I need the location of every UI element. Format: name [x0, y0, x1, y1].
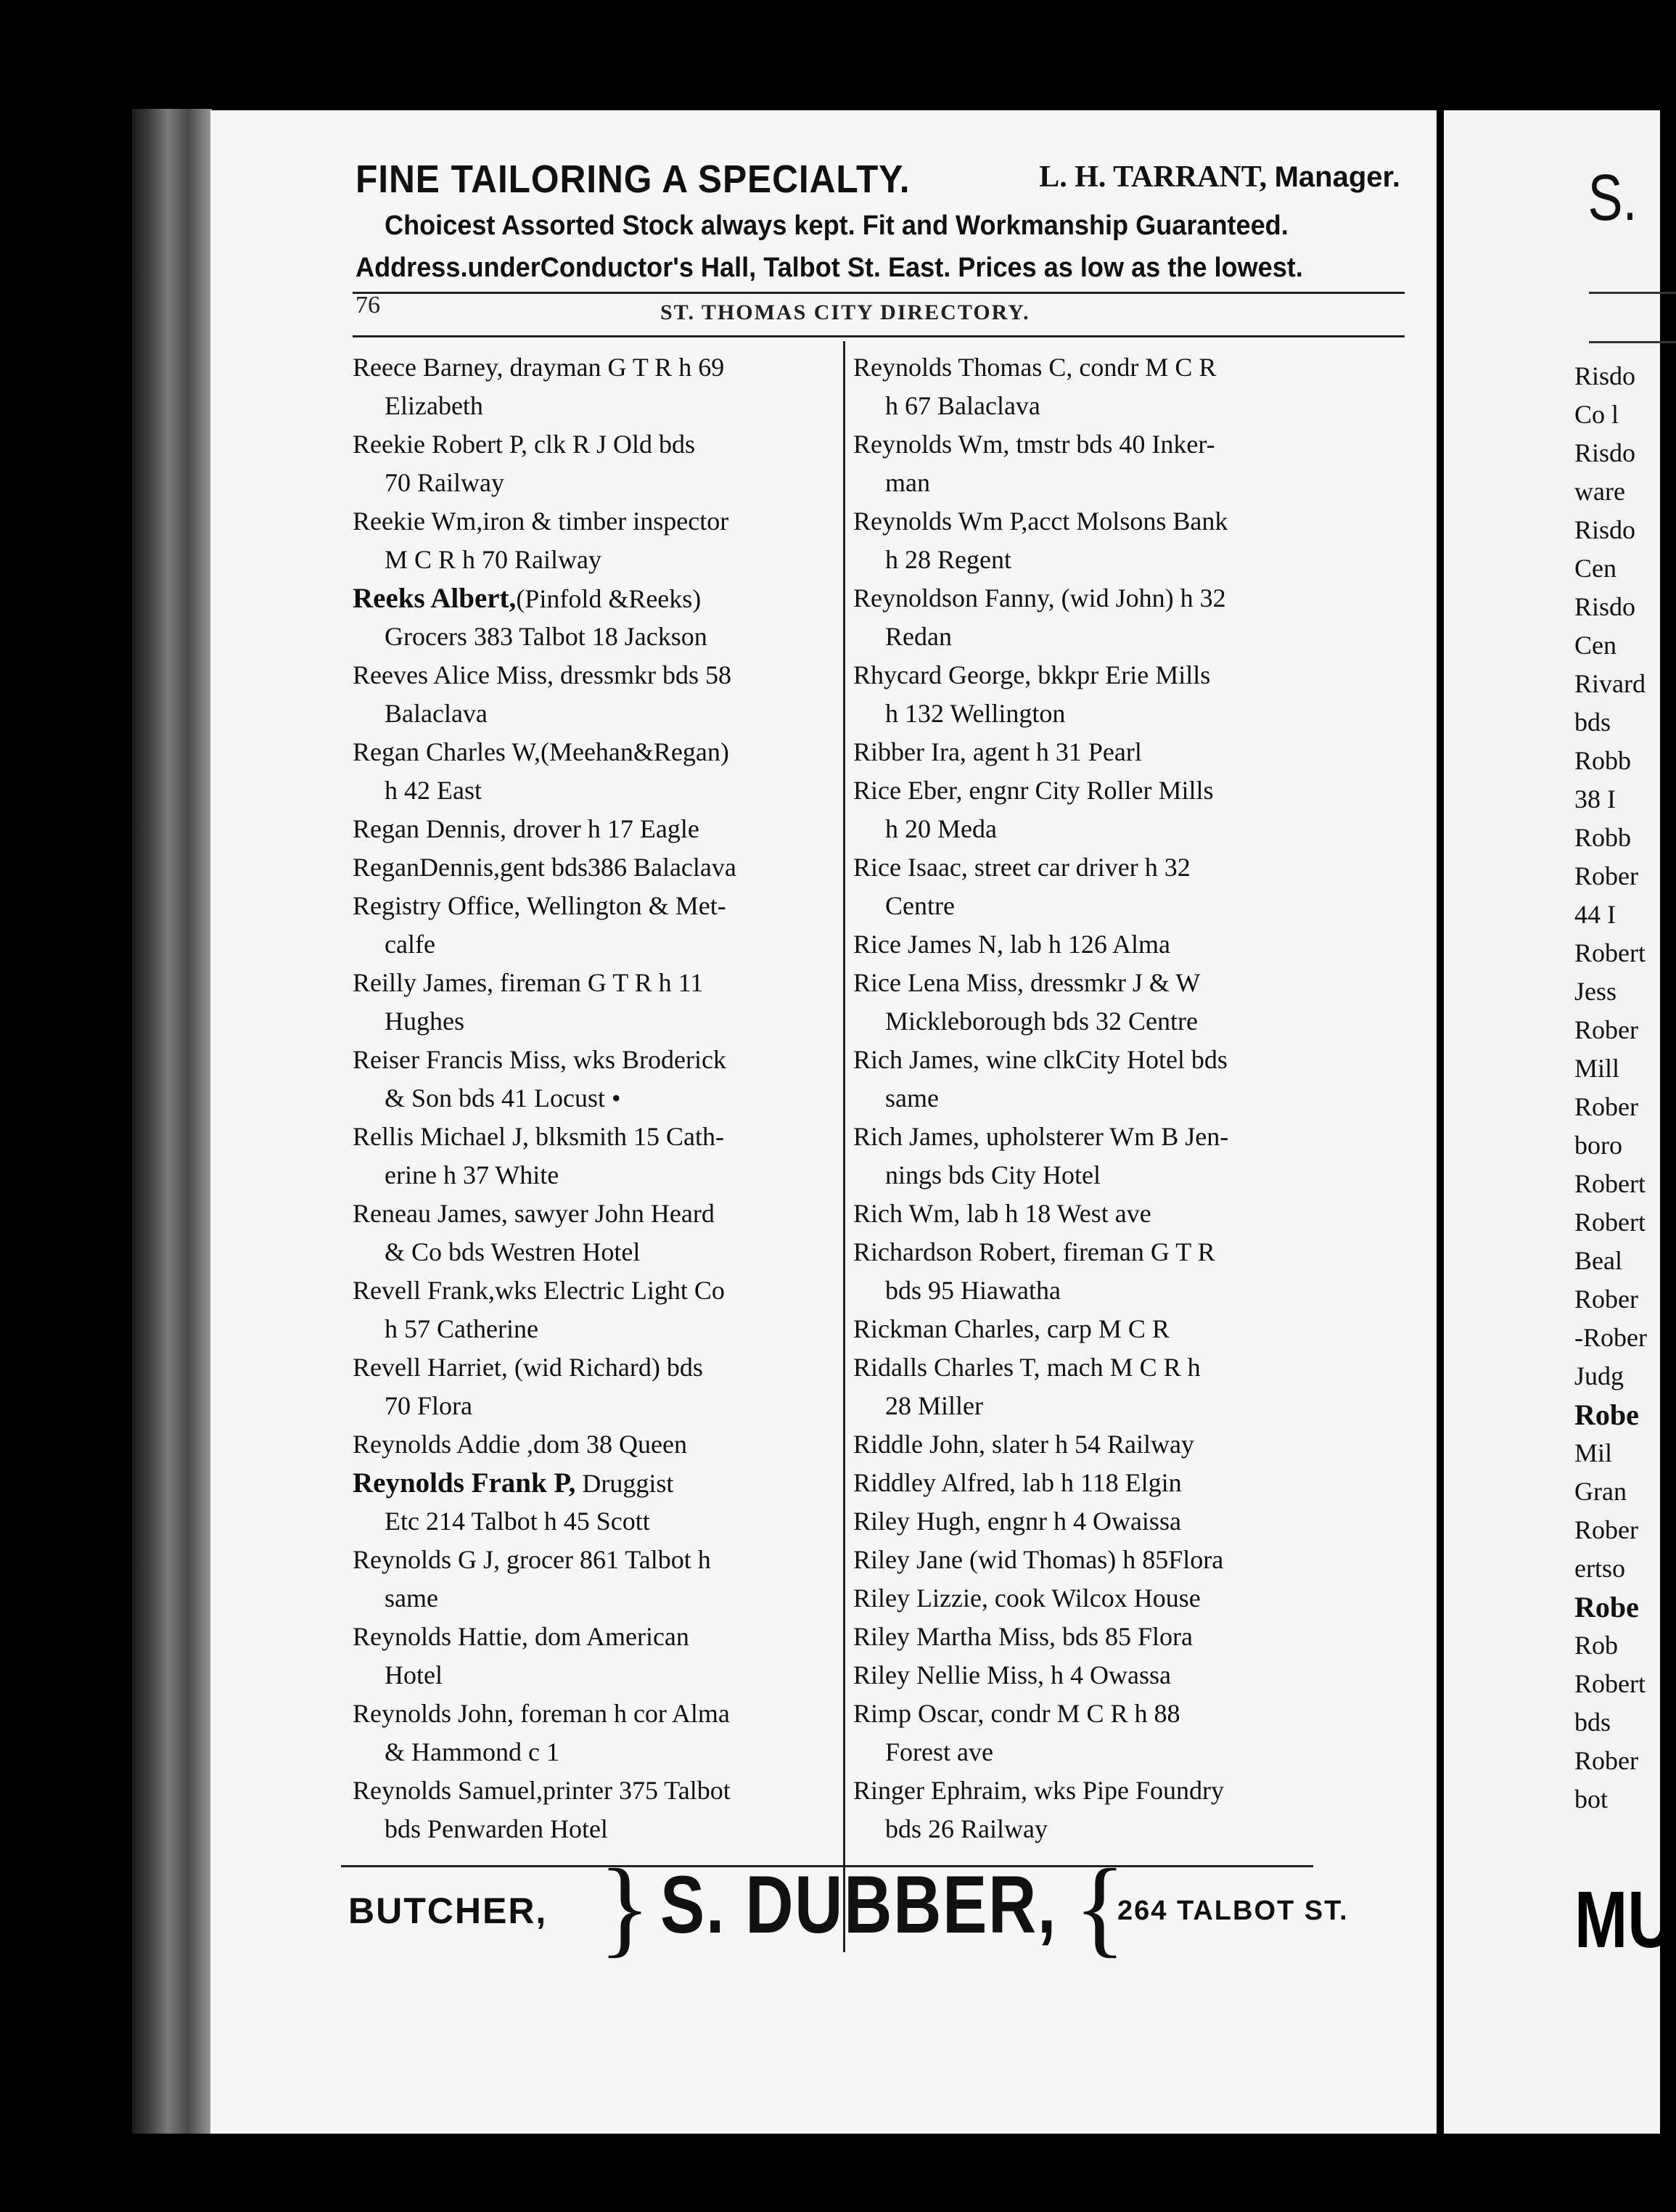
entry-first-line — [853, 579, 1390, 618]
entry-text: Rice Eber, engnr City Roller Mills — [853, 776, 1214, 805]
entry-text: same — [385, 1584, 438, 1613]
directory-entry — [853, 925, 1390, 964]
directory-entry — [353, 1464, 846, 1541]
directory-entry — [853, 1502, 1390, 1541]
entry-text: Reynolds G J, grocer 861 Talbot h — [353, 1545, 711, 1574]
entry-first-line — [353, 502, 846, 541]
entry-text: Ridalls Charles T, mach M C R h — [853, 1353, 1201, 1382]
entry-first-line — [853, 502, 1390, 541]
facing-fragment: Robe — [1574, 1591, 1639, 1623]
facing-fragment: Co l — [1574, 400, 1619, 429]
directory-entry — [853, 1464, 1390, 1502]
left-brace: } — [599, 1847, 651, 1967]
directory-entry — [353, 656, 846, 733]
facing-fragment: Rober — [1574, 1285, 1638, 1314]
header-rule-top — [353, 292, 1405, 294]
manager-name: L. H. TARRANT, — [1039, 160, 1268, 194]
entry-first-line — [353, 1348, 846, 1387]
entry-text: Revell Frank,wks Electric Light Co — [353, 1276, 725, 1305]
entry-first-line — [853, 1579, 1390, 1618]
directory-entry — [853, 848, 1390, 925]
facing-fragment: Risdo — [1574, 592, 1636, 621]
butcher-advertisement — [348, 1847, 1408, 1983]
entry-text: h 57 Catherine — [385, 1314, 538, 1343]
facing-fragment: Risdo — [1574, 515, 1636, 544]
entry-text: Richardson Robert, fireman G T R — [853, 1237, 1215, 1266]
entry-text: Reiser Francis Miss, wks Broderick — [353, 1045, 726, 1074]
entry-first-line — [353, 848, 846, 887]
entry-first-line — [353, 1541, 846, 1579]
entry-text: Reynoldson Fanny, (wid John) h 32 — [853, 583, 1226, 613]
entry-text: Riley Hugh, engnr h 4 Owaissa — [853, 1507, 1181, 1536]
entry-continuation-line — [853, 1156, 1390, 1195]
directory-entry — [353, 579, 846, 656]
facing-fragment: bds — [1574, 708, 1611, 737]
entry-first-line — [353, 1118, 846, 1156]
facing-page — [1444, 110, 1674, 2134]
directory-entry — [353, 1771, 846, 1848]
manager-title: Manager. — [1274, 161, 1400, 193]
entry-text: Forest ave — [885, 1737, 993, 1766]
facing-fragment: Gran — [1574, 1477, 1627, 1506]
entry-text: bds 26 Railway — [885, 1814, 1048, 1843]
entry-text: Regan Dennis, drover h 17 Eagle — [353, 814, 699, 843]
directory-entry — [853, 1233, 1390, 1310]
entry-first-line — [353, 1618, 846, 1656]
entry-text: Regan Charles W,(Meehan&Regan) — [353, 737, 729, 766]
entry-text: Reynolds Samuel,printer 375 Talbot — [353, 1776, 731, 1805]
facing-fragment: 44 I — [1574, 900, 1616, 929]
ad-manager — [1039, 160, 1400, 194]
entry-first-line — [853, 964, 1390, 1002]
directory-entry — [853, 1348, 1390, 1425]
entry-continuation-line — [353, 1079, 846, 1118]
entry-text: Reece Barney, drayman G T R h 69 — [353, 353, 725, 382]
entry-continuation-line — [353, 1579, 846, 1618]
entry-continuation-line — [353, 1002, 846, 1041]
entry-text: same — [885, 1084, 939, 1113]
facing-fragment: Jess — [1574, 977, 1617, 1006]
entry-text: h 42 East — [385, 776, 482, 805]
directory-entry — [853, 1771, 1390, 1848]
facing-fragment: Mill — [1574, 1054, 1620, 1083]
entry-first-line — [853, 1310, 1390, 1348]
entry-first-line — [353, 733, 846, 771]
entry-text: Reynolds Addie ,dom 38 Queen — [353, 1430, 687, 1459]
directory-entry — [853, 656, 1390, 733]
entry-text: calfe — [385, 930, 435, 959]
entry-text: Rich James, upholsterer Wm B Jen- — [853, 1122, 1229, 1151]
entry-continuation-line — [853, 1387, 1390, 1425]
facing-fragment: Robb — [1574, 823, 1632, 852]
entry-first-line — [853, 848, 1390, 887]
entry-first-line — [353, 1425, 846, 1464]
directory-entry — [353, 1618, 846, 1695]
entry-first-line — [353, 425, 846, 464]
directory-entry — [853, 1425, 1390, 1464]
entry-text: Reekie Robert P, clk R J Old bds — [353, 430, 695, 459]
entry-first-line — [853, 656, 1390, 695]
entry-text: 28 Miller — [885, 1391, 983, 1420]
directory-entry — [853, 1310, 1390, 1348]
entry-continuation-line — [353, 1810, 846, 1848]
facing-page-fragments — [1574, 357, 1647, 1819]
ad-line-2: Choicest Assorted Stock always kept. Fit and Workmanship Guaranteed. — [385, 210, 1289, 241]
entry-text: Reynolds Wm, tmstr bds 40 Inker- — [853, 430, 1215, 459]
entry-text: Balaclava — [385, 699, 488, 728]
entry-continuation-line — [353, 1502, 846, 1541]
directory-page — [210, 110, 1437, 2134]
entry-first-line — [853, 1695, 1390, 1733]
facing-fragment: -Rober — [1574, 1323, 1647, 1352]
entry-text: Hughes — [385, 1007, 464, 1036]
directory-entry — [353, 425, 846, 502]
entry-text: Registry Office, Wellington & Met- — [353, 891, 726, 920]
entry-text: Reynolds Thomas C, condr M C R — [853, 353, 1217, 382]
directory-entry — [853, 964, 1390, 1041]
entry-continuation-line — [853, 1002, 1390, 1041]
directory-entry — [353, 1118, 846, 1195]
facing-fragment: Robert — [1574, 1208, 1646, 1237]
entry-text: Reynolds Hattie, dom American — [353, 1622, 689, 1651]
entry-first-line — [853, 1118, 1390, 1156]
entry-first-line — [353, 656, 846, 695]
entry-continuation-line — [353, 464, 846, 502]
entry-text: nings bds City Hotel — [885, 1160, 1101, 1189]
facing-fragment: Mil — [1574, 1438, 1613, 1467]
left-column — [353, 348, 846, 1848]
directory-entry — [353, 502, 846, 579]
facing-fragment: Judg — [1574, 1361, 1624, 1390]
entry-continuation-line — [853, 1810, 1390, 1848]
running-head: ST. THOMAS CITY DIRECTORY. — [660, 300, 1030, 324]
entry-text: Reynolds John, foreman h cor Alma — [353, 1699, 730, 1728]
facing-fragment: Robert — [1574, 1669, 1646, 1698]
facing-fragment: boro — [1574, 1131, 1622, 1160]
right-brace: { — [1074, 1847, 1126, 1967]
entry-first-line — [353, 1271, 846, 1310]
entry-first-line — [353, 579, 846, 618]
entry-bold-name: Reynolds Frank P, — [353, 1467, 576, 1499]
entry-text: Rhycard George, bkkpr Erie Mills — [853, 660, 1211, 689]
directory-entry — [353, 1041, 846, 1118]
entry-first-line — [853, 1502, 1390, 1541]
directory-entry — [853, 1118, 1390, 1195]
facing-fragment: Cen — [1574, 554, 1617, 583]
entry-text: ReganDennis,gent bds386 Balaclava — [353, 853, 736, 882]
directory-entry — [853, 1041, 1390, 1118]
directory-entry — [353, 1271, 846, 1348]
entry-text: Riley Lizzie, cook Wilcox House — [853, 1584, 1201, 1613]
directory-entry — [353, 848, 846, 887]
entry-continuation-line — [353, 1733, 846, 1771]
entry-continuation-line — [853, 618, 1390, 656]
entry-text: Rickman Charles, carp M C R — [853, 1314, 1170, 1343]
entry-text: h 28 Regent — [885, 545, 1011, 574]
facing-fragment: bds — [1574, 1708, 1611, 1737]
entry-text: Reynolds Wm P,acct Molsons Bank — [853, 507, 1228, 536]
facing-fragment: Beal — [1574, 1246, 1622, 1275]
entry-text: erine h 37 White — [385, 1160, 559, 1189]
entry-text: h 67 Balaclava — [885, 391, 1040, 420]
entry-text: & Son bds 41 Locust • — [385, 1084, 621, 1113]
entry-first-line — [853, 733, 1390, 771]
entry-first-line — [853, 1041, 1390, 1079]
facing-fragment: Risdo — [1574, 438, 1636, 467]
entry-continuation-line — [353, 1310, 846, 1348]
entry-text: & Co bds Westren Hotel — [385, 1237, 641, 1266]
entry-text: Hotel — [385, 1660, 443, 1689]
directory-entry — [353, 1425, 846, 1464]
entry-continuation-line — [853, 1733, 1390, 1771]
facing-fragment: Robe — [1574, 1398, 1639, 1431]
entry-first-line — [353, 1695, 846, 1733]
entry-text: Elizabeth — [385, 391, 483, 420]
entry-text: Riley Jane (wid Thomas) h 85Flora — [853, 1545, 1224, 1574]
ad-address: 264 TALBOT ST. — [1117, 1896, 1349, 1926]
directory-entry — [353, 348, 846, 425]
ad-line-3: Address.underConductor's Hall, Talbot St. East. Prices as low as the lowest. — [356, 253, 1303, 283]
directory-entry — [853, 1541, 1390, 1579]
entry-first-line — [353, 1041, 846, 1079]
facing-fragment: Rober — [1574, 861, 1638, 890]
entry-continuation-line — [353, 1387, 846, 1425]
entry-first-line — [853, 771, 1390, 810]
entry-text: 70 Flora — [385, 1391, 472, 1420]
facing-fragment: Robb — [1574, 746, 1632, 775]
entry-text: bds 95 Hiawatha — [885, 1276, 1061, 1305]
entry-continuation-line — [353, 541, 846, 579]
entry-first-line — [853, 1541, 1390, 1579]
entry-continuation-line — [353, 1233, 846, 1271]
entry-text: Redan — [885, 622, 952, 651]
entry-continuation-line — [353, 771, 846, 810]
entry-continuation-line — [853, 1271, 1390, 1310]
facing-fragment: Rober — [1574, 1746, 1638, 1775]
facing-fragment: Robert — [1574, 938, 1646, 967]
entry-text: Riddle John, slater h 54 Railway — [853, 1430, 1194, 1459]
header-rule-bottom — [353, 335, 1405, 337]
entry-continuation-line — [853, 1079, 1390, 1118]
facing-fragment: Rob — [1574, 1631, 1619, 1660]
directory-entry — [853, 733, 1390, 771]
entry-text: Rich Wm, lab h 18 West ave — [853, 1199, 1151, 1228]
directory-entry — [853, 425, 1390, 502]
entry-continuation-line — [853, 541, 1390, 579]
facing-fragment: bot — [1574, 1785, 1609, 1814]
entry-text: Centre — [885, 891, 955, 920]
directory-entry — [353, 810, 846, 848]
entry-text: Rimp Oscar, condr M C R h 88 — [853, 1699, 1180, 1728]
entry-continuation-line — [853, 695, 1390, 733]
entry-continuation-line — [353, 1656, 846, 1695]
page-number: 76 — [356, 292, 380, 319]
entry-continuation-line — [353, 387, 846, 425]
entry-first-line — [853, 1195, 1390, 1233]
directory-entry — [353, 887, 846, 964]
facing-rule-1 — [1589, 292, 1676, 294]
directory-entry — [853, 771, 1390, 848]
entry-continuation-line — [353, 618, 846, 656]
facing-fragment: Cen — [1574, 631, 1617, 660]
entry-text: h 132 Wellington — [885, 699, 1066, 728]
entry-bold-name: Reeks Albert, — [353, 583, 517, 614]
entry-text: Ribber Ira, agent h 31 Pearl — [853, 737, 1142, 766]
entry-first-line — [853, 1771, 1390, 1810]
directory-entry — [353, 733, 846, 810]
facing-fragment: Robert — [1574, 1169, 1646, 1198]
directory-entry — [853, 1195, 1390, 1233]
entry-first-line — [353, 810, 846, 848]
entry-text: Riley Nellie Miss, h 4 Owassa — [853, 1660, 1171, 1689]
entry-text: Etc 214 Talbot h 45 Scott — [385, 1507, 650, 1536]
entry-first-line — [353, 1195, 846, 1233]
entry-first-line — [353, 887, 846, 925]
entry-text: Grocers 383 Talbot 18 Jackson — [385, 622, 707, 651]
directory-entry — [853, 502, 1390, 579]
entry-continuation-line — [853, 464, 1390, 502]
facing-fragment: Rober — [1574, 1092, 1638, 1121]
entry-first-line — [853, 1656, 1390, 1695]
entry-text: Rice Isaac, street car driver h 32 — [853, 853, 1191, 882]
directory-entry — [353, 1695, 846, 1771]
directory-entry — [353, 1541, 846, 1618]
entry-text: Reneau James, sawyer John Heard — [353, 1199, 715, 1228]
entry-text: Revell Harriet, (wid Richard) bds — [353, 1353, 703, 1382]
entry-text: Reeves Alice Miss, dressmkr bds 58 — [353, 660, 731, 689]
entry-first-line — [853, 1233, 1390, 1271]
entry-continuation-line — [353, 925, 846, 964]
facing-page-letter: S. — [1587, 162, 1638, 234]
facing-fragment: Rivard — [1574, 669, 1646, 698]
directory-entry — [853, 1579, 1390, 1618]
column-divider — [843, 341, 845, 1952]
directory-entry — [353, 1195, 846, 1271]
entry-first-line — [353, 964, 846, 1002]
facing-fragment: 38 I — [1574, 785, 1616, 814]
entry-first-line — [853, 925, 1390, 964]
facing-fragment: ertso — [1574, 1554, 1625, 1583]
entry-first-line — [853, 1464, 1390, 1502]
entry-first-line — [853, 348, 1390, 387]
ad-line-1 — [356, 154, 1400, 208]
entry-continuation-line — [853, 887, 1390, 925]
directory-entry — [853, 348, 1390, 425]
entry-text: Rice James N, lab h 126 Alma — [853, 930, 1170, 959]
entry-first-line — [853, 1618, 1390, 1656]
facing-fragment: Rober — [1574, 1015, 1638, 1044]
book-spine — [132, 109, 212, 2134]
facing-fragment: ware — [1574, 477, 1625, 506]
entry-text: man — [885, 468, 930, 497]
facing-rule-2 — [1589, 341, 1676, 343]
entry-continuation-line — [353, 695, 846, 733]
directory-entry — [353, 1348, 846, 1425]
facing-fragment: Rober — [1574, 1515, 1638, 1544]
ad-business-name: S. DUBBER, — [660, 1859, 1058, 1950]
entry-text: Reekie Wm,iron & timber inspector — [353, 507, 729, 536]
entry-first-line — [353, 348, 846, 387]
entry-text: Riddley Alfred, lab h 118 Elgin — [853, 1468, 1182, 1497]
entry-first-line — [853, 425, 1390, 464]
entry-text: (Pinfold &Reeks) — [516, 584, 702, 613]
right-column — [853, 348, 1390, 1848]
entry-text: Rich James, wine clkCity Hotel bds — [853, 1045, 1228, 1074]
directory-entry — [853, 579, 1390, 656]
entry-first-line — [853, 1348, 1390, 1387]
entry-continuation-line — [853, 387, 1390, 425]
entry-text: h 20 Meda — [885, 814, 997, 843]
entry-first-line — [353, 1771, 846, 1810]
entry-continuation-line — [853, 810, 1390, 848]
facing-fragment: Risdo — [1574, 361, 1636, 390]
entry-continuation-line — [353, 1156, 846, 1195]
directory-entry — [853, 1618, 1390, 1656]
entry-text: Ringer Ephraim, wks Pipe Foundry — [853, 1776, 1224, 1805]
facing-page-bottom-ad: MU — [1574, 1875, 1674, 1965]
entry-text: M C R h 70 Railway — [385, 545, 602, 574]
entry-text: Rellis Michael J, blksmith 15 Cath- — [353, 1122, 724, 1151]
ad-headline: FINE TAILORING A SPECIALTY. — [356, 157, 911, 201]
directory-entry — [353, 964, 846, 1041]
directory-entry — [853, 1695, 1390, 1771]
entry-text: bds Penwarden Hotel — [385, 1814, 608, 1843]
entry-text: Riley Martha Miss, bds 85 Flora — [853, 1622, 1193, 1651]
ad-trade: BUTCHER, — [348, 1891, 548, 1931]
directory-entry — [853, 1656, 1390, 1695]
entry-first-line — [353, 1464, 846, 1502]
entry-text: & Hammond c 1 — [385, 1737, 559, 1766]
entry-text: Reilly James, fireman G T R h 11 — [353, 968, 704, 997]
entry-first-line — [853, 1425, 1390, 1464]
entry-text: Rice Lena Miss, dressmkr J & W — [853, 968, 1201, 997]
entry-text: Druggist — [575, 1469, 674, 1498]
entry-text: 70 Railway — [385, 468, 504, 497]
entry-text: Mickleborough bds 32 Centre — [885, 1007, 1198, 1036]
